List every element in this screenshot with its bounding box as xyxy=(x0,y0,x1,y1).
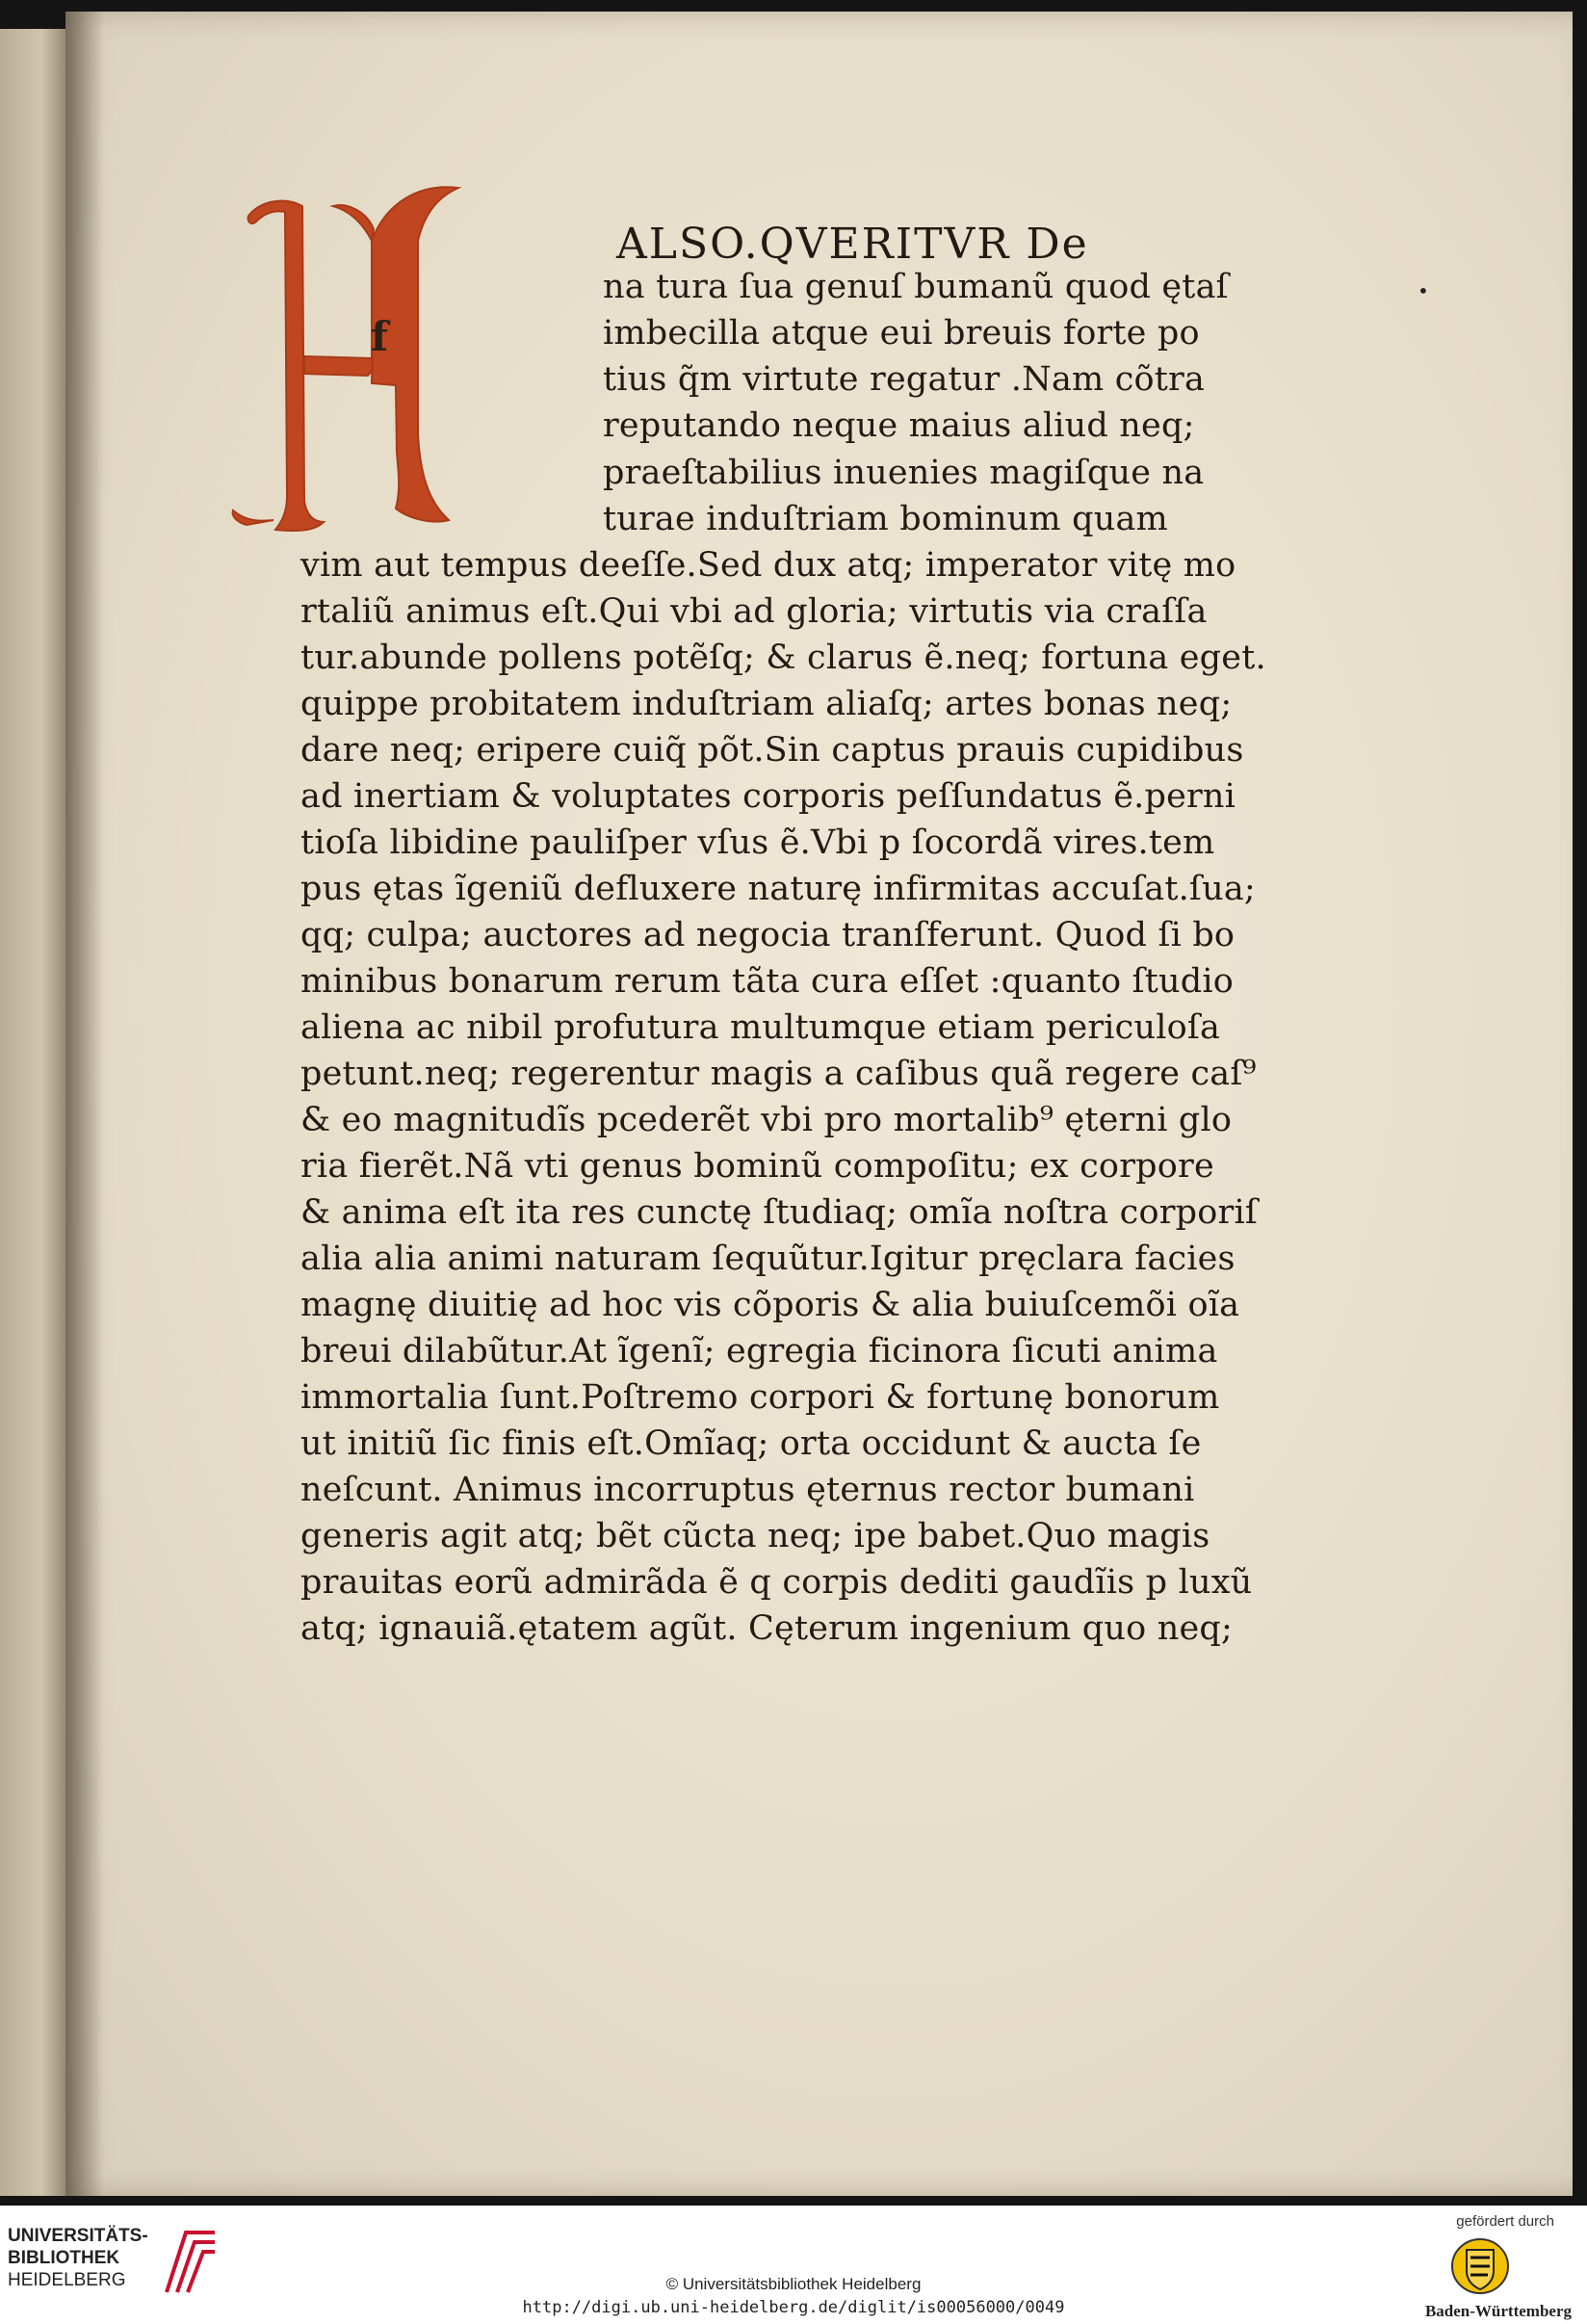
text-line: & eo magnitudĩs pcederẽt vbi pro mortalib⁹ ęterni glo xyxy=(300,1101,1233,1139)
sponsor-name: Baden-Württemberg xyxy=(1424,2302,1572,2320)
library-name-line: BIBLIOTHEK xyxy=(8,2248,120,2268)
text-line: atq; ignauiã.ętatem agũt. Cęterum ingenium quo neq; xyxy=(300,1609,1233,1648)
text-line: tius q̃m virtute regatur .Nam cõtra xyxy=(603,360,1206,399)
gutter-shadow xyxy=(65,12,104,2196)
text-line: minibus bonarum rerum tãta cura eſſet :quanto ſtudio xyxy=(300,962,1235,1001)
text-line: rtaliũ animus eſt.Qui vbi ad gloria; virtutis via craſſa xyxy=(300,592,1208,631)
sponsor-label: gefördert durch xyxy=(1456,2213,1554,2230)
text-line: ALSO.QVERITVR De xyxy=(616,220,1089,269)
text-line: alia alia animi naturam ſequũtur.Igitur pręclara facies xyxy=(300,1240,1236,1278)
text-line: & anima eſt ita res cunctę ſtudiaq; omĩa noſtra corporiſ xyxy=(300,1193,1259,1232)
text-line: turae induſtriam bominum quam xyxy=(603,500,1168,538)
text-line: pus ętas ĩgeniũ defluxere naturę infirmitas accuſat.ſua; xyxy=(300,870,1256,908)
text-line: qq; culpa; auctores ad negocia tranſferunt. Quod ſi bo xyxy=(300,916,1236,954)
footer-bar xyxy=(0,2206,1587,2324)
guide-letter: f xyxy=(371,313,389,360)
text-line: tioſa libidine pauliſper vſus ẽ.Vbi p ſocordã vires.tem xyxy=(300,823,1215,862)
text-line: quippe probitatem induſtriam aliaſq; artes bonas neq; xyxy=(300,685,1233,723)
text-line: neſcunt. Animus incorruptus ęternus rector bumani xyxy=(300,1471,1195,1509)
text-line: immortalia ſunt.Poſtremo corpori & fortunę bonorum xyxy=(300,1378,1220,1417)
library-name-line: HEIDELBERG xyxy=(8,2270,126,2290)
text-line: ad inertiam & voluptates corporis peſſundatus ẽ.perni xyxy=(300,777,1236,816)
text-line: dare neq; eripere cuiq̃ põt.Sin captus prauis cupidibus xyxy=(300,731,1244,770)
text-line: vim aut tempus deeſſe.Sed dux atq; imperator vitę mo xyxy=(300,546,1236,585)
text-line: prauitas eorũ admirãda ẽ q corpis dediti gaudĩis p luxũ xyxy=(300,1563,1253,1602)
copyright-notice: © Universitätsbibliothek Heidelberg xyxy=(665,2275,922,2293)
coat-of-arms-icon xyxy=(1450,2236,1510,2296)
text-line: ria fierẽt.Nã vti genus bominũ compoſitu; ex corpore xyxy=(300,1147,1214,1186)
text-line: imbecilla atque eui breuis forte po xyxy=(603,314,1200,353)
text-line: aliena ac nibil profutura multumque etiam periculoſa xyxy=(300,1008,1221,1047)
sponsor-block xyxy=(1385,2213,1577,2324)
facing-page-edge xyxy=(0,29,69,2196)
text-line: reputando neque maius aliud neq; xyxy=(603,406,1195,445)
text-line: na tura ſua genuſ bumanũ quod ętaſ xyxy=(603,268,1229,306)
drop-cap-initial-h xyxy=(227,183,593,549)
text-line: praeſtabilius inuenies magiſque na xyxy=(603,454,1205,492)
text-line: breui dilabũtur.At ĩgenĩ; egregia ficinora ſicuti anima xyxy=(300,1332,1218,1371)
text-line: tur.abunde pollens potẽſq; & clarus ẽ.neq; fortuna eget. xyxy=(300,639,1266,677)
permalink-url[interactable]: http://digi.ub.uni-heidelberg.de/diglit/is00056000/0049 xyxy=(522,2298,1065,2317)
margin-dot: • xyxy=(1418,279,1429,302)
library-name-line: UNIVERSITÄTS- xyxy=(8,2226,148,2246)
text-line: ut initiũ ſic finis eſt.Omĩaq; orta occidunt & aucta ſe xyxy=(300,1424,1202,1463)
text-line: petunt.neq; regerentur magis a caſibus quã regere caſ⁹ xyxy=(300,1055,1257,1093)
text-line: magnę diuitię ad hoc vis cõporis & alia buiuſcemõi oĩa xyxy=(300,1286,1240,1324)
text-line: generis agit atq; bẽt cũcta neq; ipe babet.Quo magis xyxy=(300,1517,1210,1555)
